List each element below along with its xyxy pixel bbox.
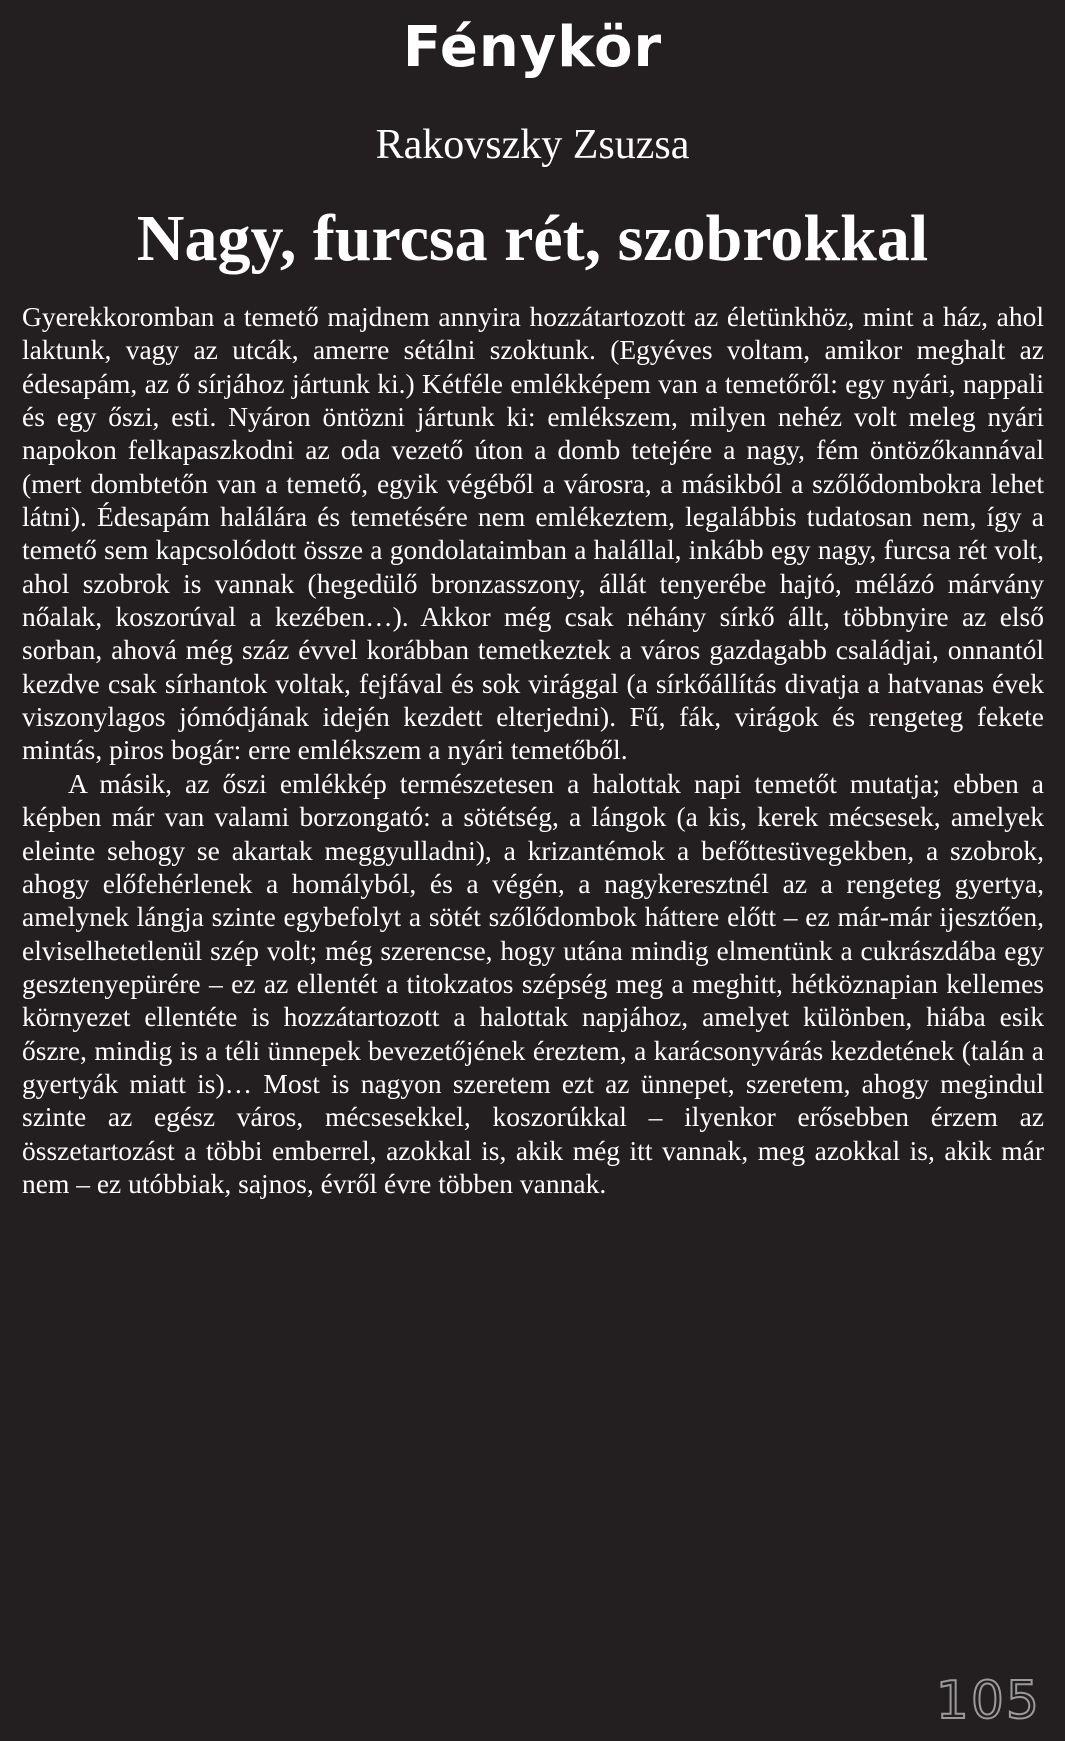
article-paragraph-2: A másik, az őszi emlékkép természetesen a halottak napi temetőt mutatja; ebben a képben már van valami borzongató: a sötétség, a lángok (a kis, kerek mécsesek, amelyek eleinte sehogy se akartak meggyulladni), a krizantémok a befőttesüvegekben, a szobrok, ahogy előfehérlenek a homályból, és a végén, a nagykeresztnél az a rengeteg gyertya, amelynek lángja szinte egybefolyt a sötét szőlődombok háttere előtt – ez már-már ijesztően, elviselhetetlenül szép volt; még szerencse, hogy utána mindig elmentünk a cukrászdába egy gesztenyepürére – ez az ellentét a titokzatos szépség meg a meghitt, hétköznapian kellemes környezet ellentéte is hozzátartozott a halottak napjához, amelyet különben, hiába esik őszre, mindig is a téli ünnepek bevezetőjének éreztem, a karácsonyvárás kezdetének (talán a gyertyák miatt is)… Most is nagyon szeretem ezt az ünnepet, szeretem, ahogy megindul szinte az egész város, mécsesekkel, koszorúkkal – ilyenkor erősebben érzem az összetartozást a többi emberrel, azokkal is, akik még itt vannak, meg azokkal is, akik már nem – ez utóbbiak, sajnos, évről évre többen vannak. <box>22 767 1044 1199</box>
article-paragraph-1: Gyerekkoromban a temető majdnem annyira hozzátartozott az életünkhöz, mint a ház, ahol laktunk, vagy az utcák, amerre sétálni szoktunk. (Egyéves voltam, amikor meghalt az édesapám, az ő sírjához jártunk ki.) Kétféle emlékképem van a temetőről: egy nyári, nappali és egy őszi, esti. Nyáron öntözni jártunk ki: emlékszem, milyen nehéz volt meleg nyári napokon felkapaszkodni az oda vezető úton a domb tetejére a nagy, fém öntözőkannával (mert dombtetőn van a temető, egyik végéből a városra, a másikból a szőlődombokra lehet látni). Édesapám halálára és temetésére nem emlékeztem, legalábbis tudatosan nem, így a temető sem kapcsolódott össze a gondolataimban a halállal, inkább egy nagy, furcsa rét volt, ahol szobrok is vannak (hegedülő bronzasszony, állát tenyerébe hajtó, mélázó márvány nőalak, koszorúval a kezében…). Akkor még csak néhány sírkő állt, többnyire az első sorban, ahová még száz évvel korábban temetkeztek a város gazdagabb családjai, onnantól kezdve csak sírhantok voltak, fejfával és sok virággal (a sírkőállítás divatja a hatvanas évek viszonylagos jómódjának idején kezdett elterjedni). Fű, fák, virágok és rengeteg fekete mintás, piros bogár: erre emlékszem a nyári temetőből. <box>22 301 1044 766</box>
section-header: Fénykör <box>402 15 663 80</box>
article-author: Rakovszky Zsuzsa <box>375 122 690 168</box>
article-title: Nagy, furcsa rét, szobrokkal <box>136 202 929 275</box>
article-body <box>22 300 1044 1200</box>
page-number: 105 <box>935 1671 1041 1731</box>
